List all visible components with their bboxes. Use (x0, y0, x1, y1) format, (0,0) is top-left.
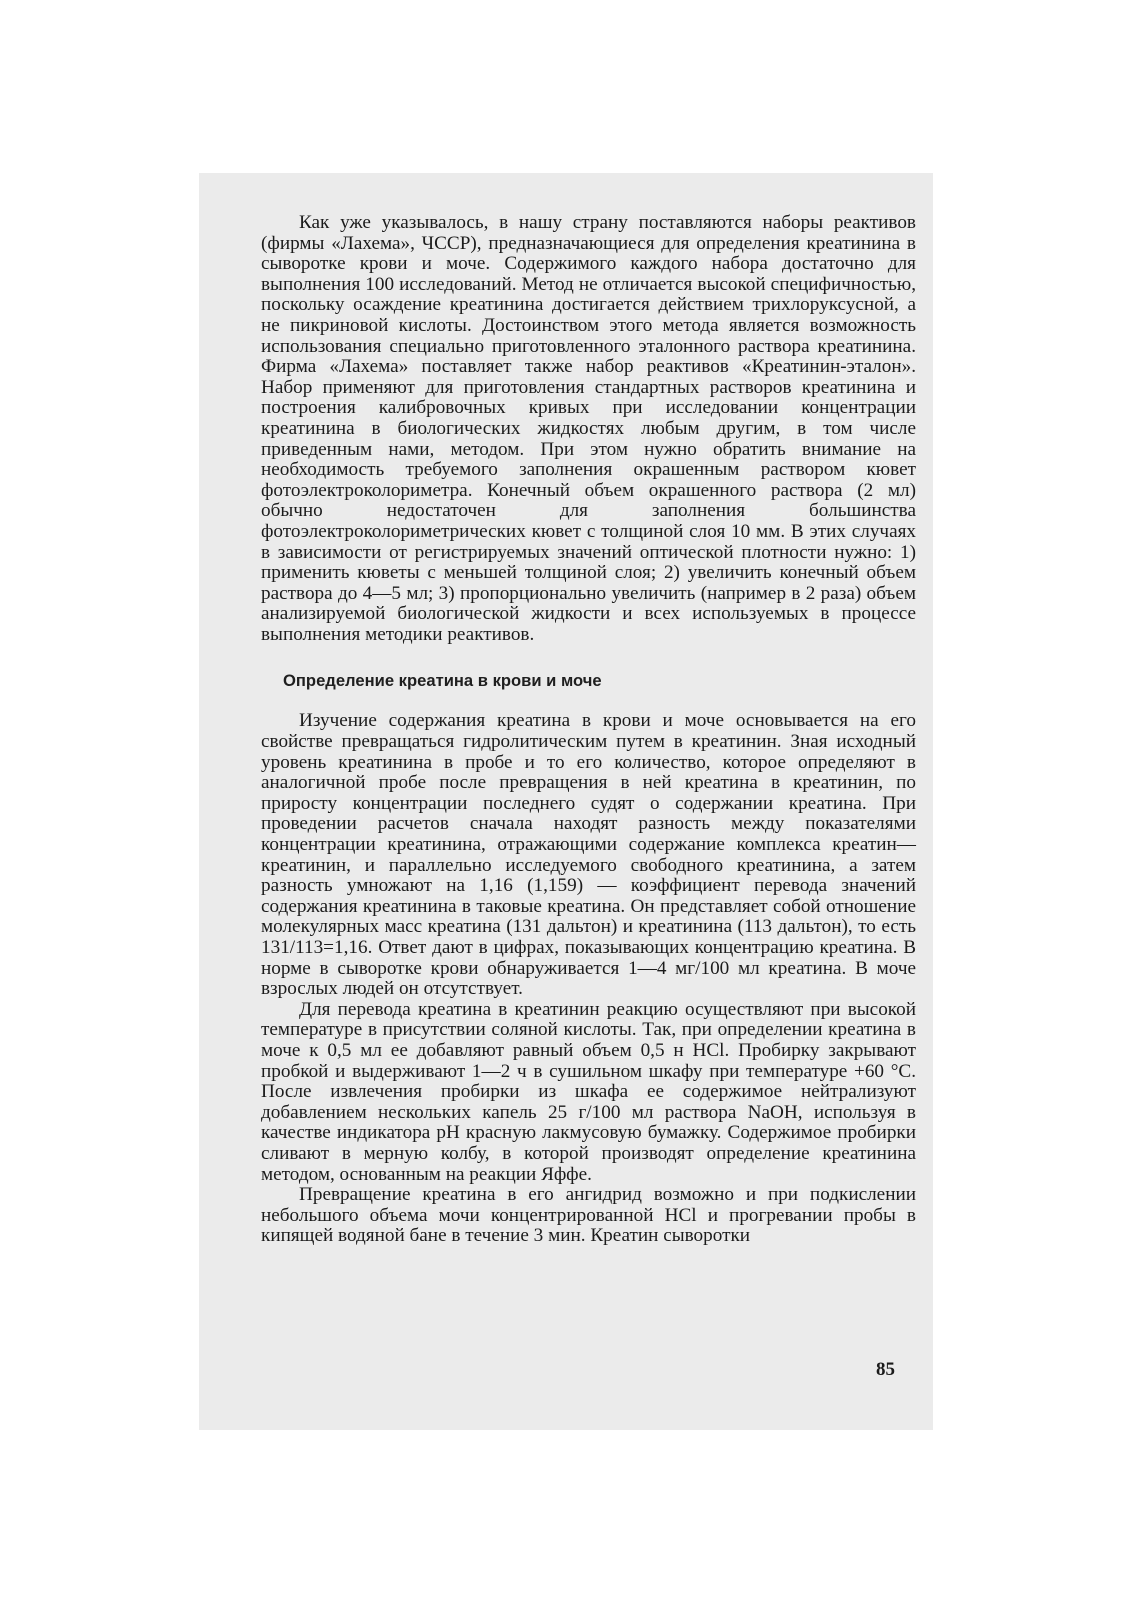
paragraph-creatine-conversion: Для перевода креатина в креатинин реакцию осуществляют при высокой температуре в присутствии соляной кислоты. Так, при определении креатина в моче к 0,5 мл ее добавляют равный объем 0,5 н HCl. Пробирку закрывают пробкой и выдерживают 1—2 ч в сушильном шкафу при температуре +60 °С. После извлечения пробирки из шкафа ее содержимое нейтрализуют добавлением нескольких капель 25 г/100 мл раствора NaOH, используя в качестве индикатора pH красную лакмусовую бумажку. Содержимое пробирки сливают в мерную колбу, в которой производят определение креатинина методом, основанным на реакции Яффе. (261, 998, 916, 1185)
section-spacer (261, 645, 916, 671)
section-heading: Определение креатина в крови и моче (283, 671, 602, 691)
paragraph-acid-heating: Превращение креатина в его ангидрид возможно и при подкислении небольшого объема мочи концентрированной HCl и прогревании пробы в кипящей водяной бане в течение 3 мин. Креатин сыворотки (261, 1184, 916, 1247)
section-spacer (261, 691, 916, 711)
paragraph-creatine-principle: Изучение содержания креатина в крови и моче основывается на его свойстве превращаться гидролитическим путем в креатинин. Зная исходный уровень креатинина в пробе и то его количество, которое определяют в аналогичной пробе после превращения в ней креатина в креатинин, по приросту концентрации последнего судят о содержании креатина. При проведении расчетов сначала находят разность между показателями концентрации креатинина, отражающими содержание комплекса креатин—креатинин, и параллельно исследуемого свободного креатинина, а затем разность умножают на 1,16 (1,159) — коэффициент перевода значений содержания креатинина в таковые креатина. Он представляет собой отношение молекулярных масс креатина (131 дальтон) и креатинина (113 дальтон), то есть 131/113=1,16. Ответ дают в цифрах, показывающих концентрацию креатина. В норме в сыворотке крови обнаруживается 1—4 мг/100 мл креатина. В моче взрослых людей он отсутствует. (261, 710, 916, 1000)
scanned-page (199, 173, 933, 1430)
page-body (261, 213, 916, 1247)
paragraph-reagent-kits: Как уже указывалось, в нашу страну поставляются наборы реактивов (фирмы «Лахема», ЧССР), предназначающиеся для определения креатинина в сыворотке крови и моче. Содержимого каждого набора достаточно для выполнения 100 исследований. Метод не отличается высокой специфичностью, поскольку осаждение креатинина достигается действием трихлоруксусной, а не пикриновой кислоты. Достоинством этого метода является возможность использования специально приготовленного эталонного раствора креатинина. Фирма «Лахема» поставляет также набор реактивов «Креатинин-эталон». Набор применяют для приготовления стандартных растворов креатинина и построения калибровочных кривых при исследовании концентрации креатинина в биологических жидкостях любым другим, в том числе приведенным нами, методом. При этом нужно обратить внимание на необходимость требуемого заполнения окрашенным раствором кювет фотоэлектроколориметра. Конечный объем окрашенного раствора (2 мл) обычно недостаточен для заполнения большинства фотоэлектроколориметрических кювет с толщиной слоя 10 мм. В этих случаях в зависимости от регистрируемых значений оптической плотности нужно: 1) применить кюветы с меньшей толщиной слоя; 2) увеличить конечный объем раствора до 4—5 мл; 3) пропорционально увеличить (например в 2 раза) объем анализируемой биологической жидкости и всех используемых в процессе выполнения методики реактивов. (261, 212, 916, 645)
page-number: 85 (876, 1359, 895, 1380)
